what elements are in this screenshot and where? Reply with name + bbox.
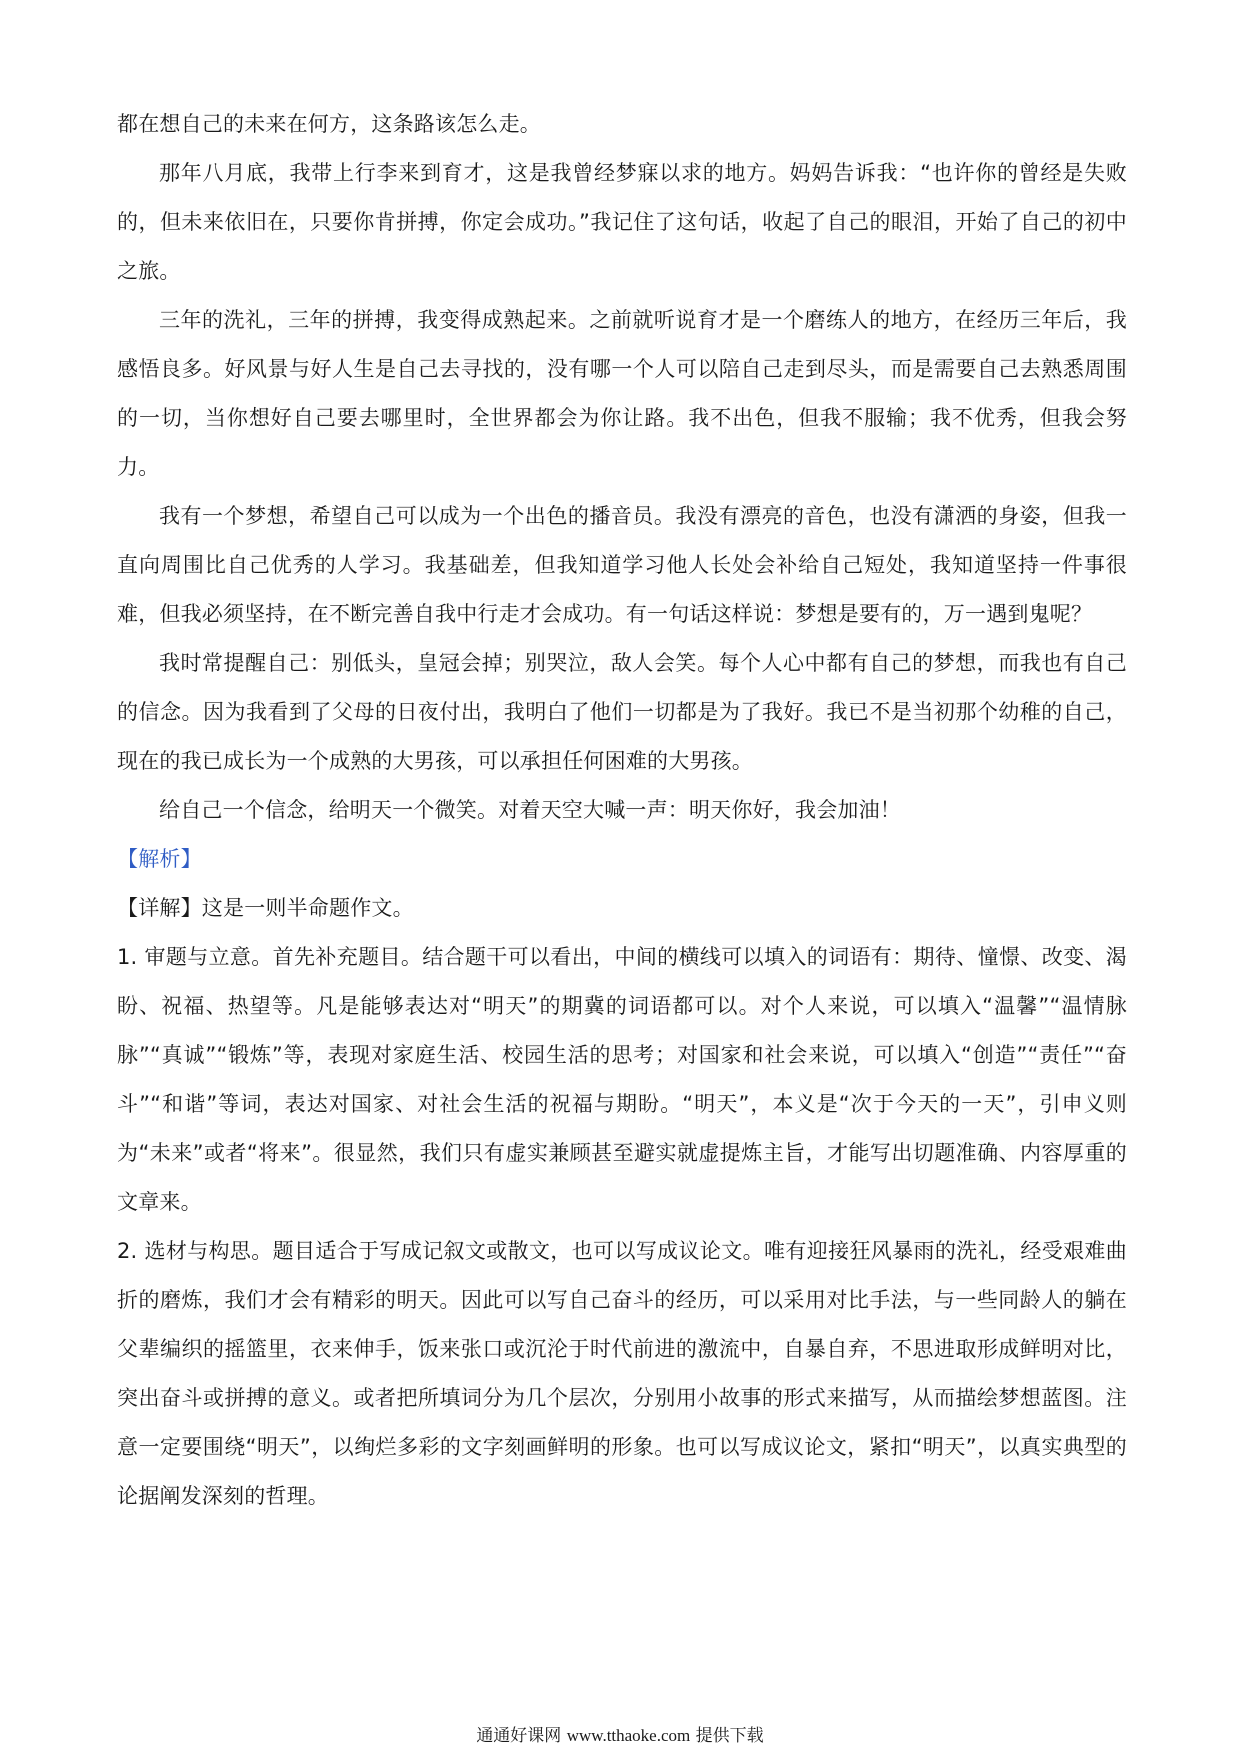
essay-continued-line: 都在想自己的未来在何方，这条路该怎么走。 xyxy=(117,112,541,136)
page-footer xyxy=(0,1724,1240,1748)
document-page xyxy=(117,100,1127,1521)
essay-paragraph: 我有一个梦想，希望自己可以成为一个出色的播音员。我没有漂亮的音色，也没有潇洒的身姿，但我一直向周围比自己优秀的人学习。我基础差，但我知道学习他人长处会补给自己短处，我知道坚持一件事很难，但我必须坚持，在不断完善自我中行走才会成功。有一句话这样说：梦想是要有的，万一遇到鬼呢？ xyxy=(117,504,1127,626)
essay-paragraph: 那年八月底，我带上行李来到育才，这是我曾经梦寐以求的地方。妈妈告诉我：“也许你的曾经是失败的，但未来依旧在，只要你肯拼搏，你定会成功。”我记住了这句话，收起了自己的眼泪，开始了自己的初中之旅。 xyxy=(117,161,1127,283)
essay-paragraph: 我时常提醒自己：别低头，皇冠会掉；别哭泣，敌人会笑。每个人心中都有自己的梦想，而我也有自己的信念。因为我看到了父母的日夜付出，我明白了他们一切都是为了我好。我已不是当初那个幼稚的自己，现在的我已成长为一个成熟的大男孩，可以承担任何困难的大男孩。 xyxy=(117,651,1127,773)
footer-suffix: 提供下载 xyxy=(695,1726,764,1746)
footer-url[interactable]: www.tthaoke.com xyxy=(566,1726,691,1745)
footer-site-name: 通通好课网 xyxy=(476,1726,562,1746)
essay-paragraph: 给自己一个信念，给明天一个微笑。对着天空大喊一声：明天你好，我会加油！ xyxy=(159,798,901,822)
analysis-detail: 【详解】这是一则半命题作文。 xyxy=(117,896,414,920)
analysis-heading: 【解析】 xyxy=(117,847,202,871)
essay-paragraph: 三年的洗礼，三年的拼搏，我变得成熟起来。之前就听说育才是一个磨练人的地方，在经历三年后，我感悟良多。好风景与好人生是自己去寻找的，没有哪一个人可以陪自己走到尽头，而是需要自己去熟悉周围的一切，当你想好自己要去哪里时，全世界都会为你让路。我不出色，但我不服输；我不优秀，但我会努力。 xyxy=(117,308,1127,479)
analysis-point: 2. 选材与构思。题目适合于写成记叙文或散文，也可以写成议论文。唯有迎接狂风暴雨的洗礼，经受艰难曲折的磨炼，我们才会有精彩的明天。因此可以写自己奋斗的经历，可以采用对比手法，与一些同龄人的躺在父辈编织的摇篮里，衣来伸手，饭来张口或沉沦于时代前进的激流中，自暴自弃，不思进取形成鲜明对比，突出奋斗或拼搏的意义。或者把所填词分为几个层次，分别用小故事的形式来描写，从而描绘梦想蓝图。注意一定要围绕“明天”，以绚烂多彩的文字刻画鲜明的形象。也可以写成议论文，紧扣“明天”，以真实典型的论据阐发深刻的哲理。 xyxy=(117,1239,1127,1508)
analysis-point: 1. 审题与立意。首先补充题目。结合题干可以看出，中间的横线可以填入的词语有：期待、憧憬、改变、渴盼、祝福、热望等。凡是能够表达对“明天”的期冀的词语都可以。对个人来说，可以填入“温馨”“温情脉脉”“真诚”“锻炼”等，表现对家庭生活、校园生活的思考；对国家和社会来说，可以填入“创造”“责任”“奋斗”“和谐”等词，表达对国家、对社会生活的祝福与期盼。“明天”，本义是“次于今天的一天”，引申义则为“未来”或者“将来”。很显然，我们只有虚实兼顾甚至避实就虚提炼主旨，才能写出切题准确、内容厚重的文章来。 xyxy=(117,945,1127,1214)
